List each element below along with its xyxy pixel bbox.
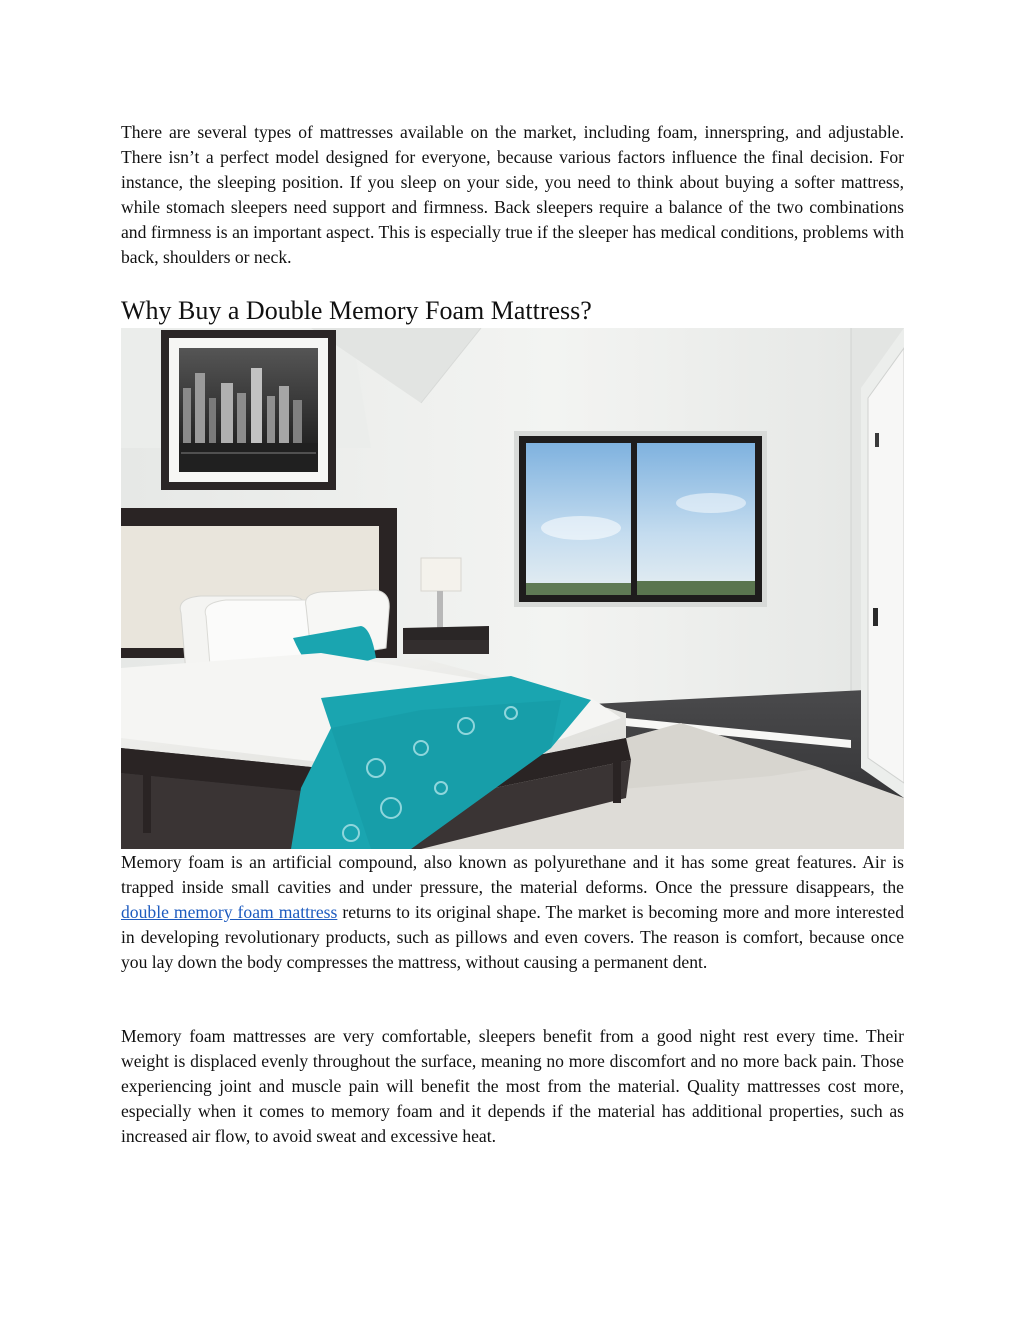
- framed-picture: [161, 330, 336, 490]
- memory-foam-paragraph: [121, 850, 904, 975]
- paragraph-text-before-link: Memory foam is an artificial compound, also known as polyurethane and it has some great features. Air is trapped inside small cavities and under pressure, the material deforms. Once the pressure disappears, the: [121, 852, 904, 897]
- door: [861, 328, 904, 798]
- double-memory-foam-mattress-link[interactable]: double memory foam mattress: [121, 901, 338, 922]
- paragraph-text-after-link: returns to its original shape. The market is becoming more and more interested in developing revolutionary products, such as pillows and even covers. The reason is comfort, because once you lay down the body compresses the mattress, without causing a permanent dent.: [121, 901, 904, 972]
- window: [514, 431, 767, 607]
- section-heading: Why Buy a Double Memory Foam Mattress?: [121, 296, 592, 325]
- intro-paragraph: There are several types of mattresses available on the market, including foam, innerspring, and adjustable. There isn’t a perfect model designed for everyone, because various factors influence the final decision. For instance, the sleeping position. If you sleep on your side, you need to think about buying a softer mattress, while stomach sleepers need support and firmness. Back sleepers require a balance of the two combinations and firmness is an important aspect. This is especially true if the sleeper has medical conditions, problems with back, shoulders or neck.: [121, 122, 904, 267]
- bedroom-photo: [121, 328, 904, 849]
- comfort-paragraph: Memory foam mattresses are very comfortable, sleepers benefit from a good night rest every time. Their weight is displaced evenly throughout the surface, meaning no more discomfort and no more back pain. Those experiencing joint and muscle pain will benefit the most from the material. Quality mattresses cost more, especially when it comes to memory foam and it depends if the material has additional properties, such as increased air flow, to avoid sweat and excessive heat.: [121, 1026, 904, 1146]
